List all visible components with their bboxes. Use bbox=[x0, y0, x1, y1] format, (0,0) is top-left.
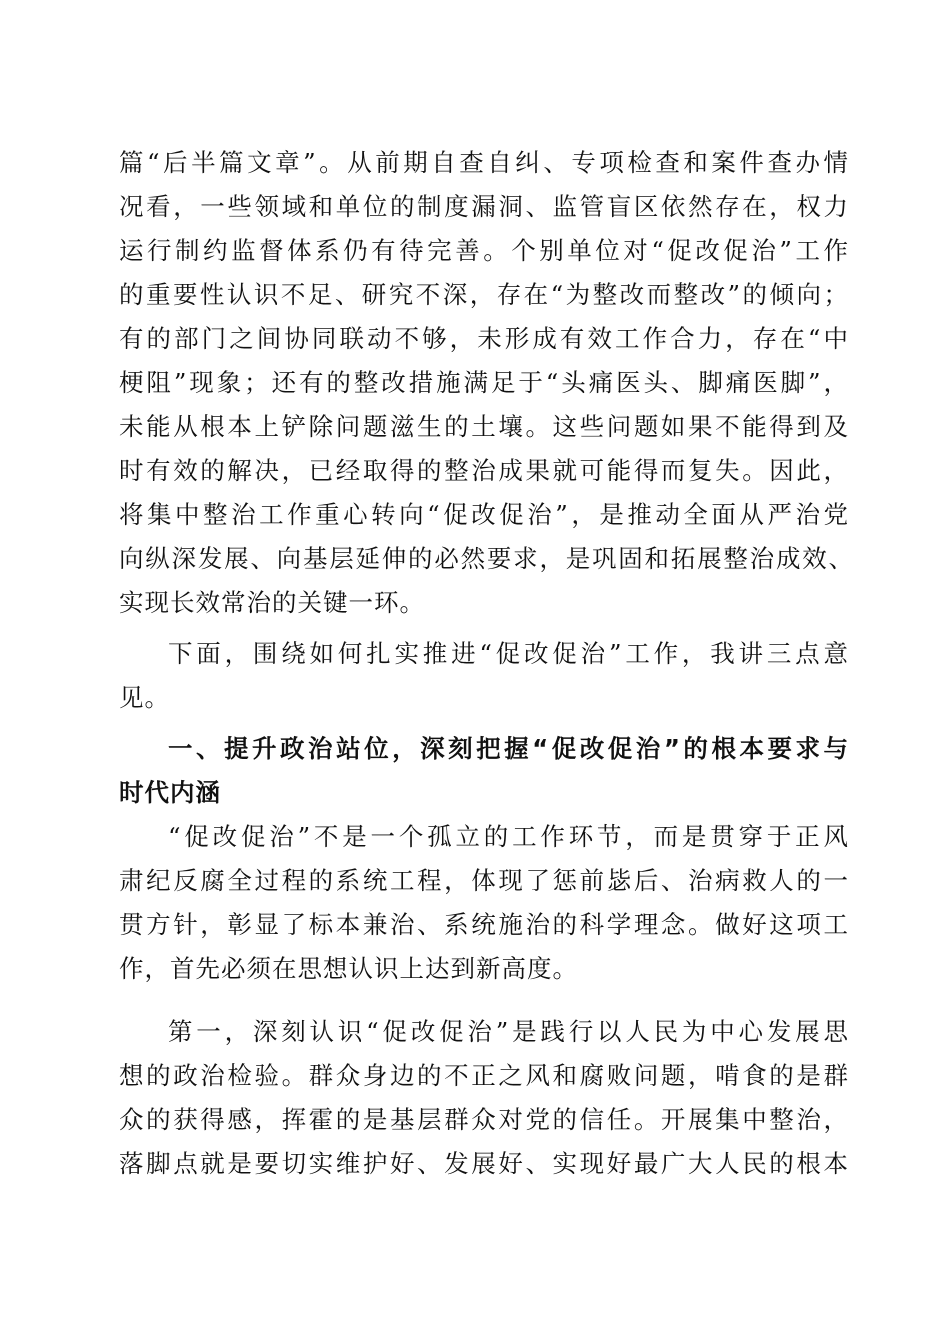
text-line: “促改促治”不是一个孤立的工作环节，而是贯穿于正风 bbox=[168, 822, 849, 851]
text-line: 众的获得感，挥霍的是基层群众对党的信任。开展集中整治， bbox=[119, 1105, 849, 1134]
text-line: 有的部门之间协同联动不够，未形成有效工作合力，存在“中 bbox=[119, 324, 849, 353]
text-line: 的重要性认识不足、研究不深，存在“为整改而整改”的倾向； bbox=[119, 280, 849, 309]
text-line: 想的政治检验。群众身边的不正之风和腐败问题，啃食的是群 bbox=[119, 1061, 849, 1090]
section-heading: 时代内涵 bbox=[119, 778, 221, 807]
text-line: 见。 bbox=[119, 683, 170, 712]
text-line: 未能从根本上铲除问题滋生的土壤。这些问题如果不能得到及 bbox=[119, 412, 849, 441]
text-line: 时有效的解决，已经取得的整治成果就可能得而复失。因此， bbox=[119, 456, 849, 485]
text-line: 运行制约监督体系仍有待完善。个别单位对“促改促治”工作 bbox=[119, 236, 849, 265]
text-line: 况看，一些领域和单位的制度漏洞、监管盲区依然存在，权力 bbox=[119, 192, 849, 221]
text-line: 实现长效常治的关键一环。 bbox=[119, 588, 425, 617]
text-line: 贯方针，彰显了标本兼治、系统施治的科学理念。做好这项工 bbox=[119, 910, 849, 939]
text-line: 肃纪反腐全过程的系统工程，体现了惩前毖后、治病救人的一 bbox=[119, 866, 849, 895]
text-line: 将集中整治工作重心转向“促改促治”，是推动全面从严治党 bbox=[119, 500, 849, 529]
text-line: 梗阻”现象；还有的整改措施满足于“头痛医头、脚痛医脚”， bbox=[119, 368, 849, 397]
text-line: 落脚点就是要切实维护好、发展好、实现好最广大人民的根本 bbox=[119, 1149, 849, 1178]
text-line: 第一，深刻认识“促改促治”是践行以人民为中心发展思 bbox=[168, 1017, 849, 1046]
text-line: 篇“后半篇文章”。从前期自查自纠、专项检查和案件查办情 bbox=[119, 148, 849, 177]
text-line: 下面，围绕如何扎实推进“促改促治”工作，我讲三点意 bbox=[168, 639, 849, 668]
text-line: 向纵深发展、向基层延伸的必然要求，是巩固和拓展整治成效、 bbox=[119, 544, 854, 573]
section-heading: 一、提升政治站位，深刻把握“促改促治”的根本要求与 bbox=[168, 734, 849, 763]
text-line: 作，首先必须在思想认识上达到新高度。 bbox=[119, 954, 578, 983]
